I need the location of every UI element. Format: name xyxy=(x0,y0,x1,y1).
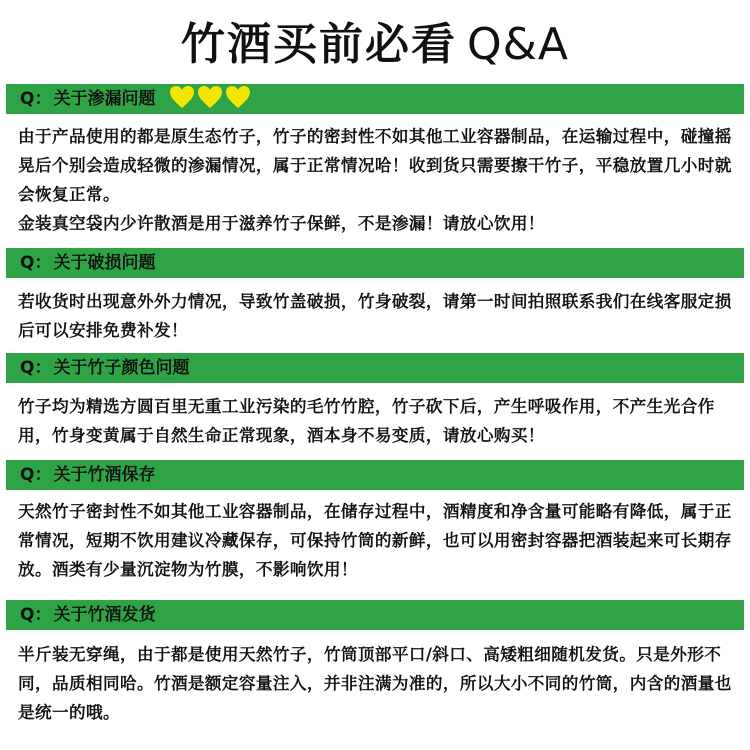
q-label: Q： xyxy=(20,89,52,109)
section-header-damage xyxy=(6,248,744,278)
section-heading: 关于竹酒保存 xyxy=(53,465,156,485)
section-header-color xyxy=(6,353,744,383)
section-heading: 关于竹酒发货 xyxy=(53,605,156,625)
q-label: Q： xyxy=(20,465,52,485)
q-label: Q： xyxy=(20,253,52,273)
section-header-shipping xyxy=(6,600,744,630)
paragraph: 半斤装无穿绳，由于都是使用天然竹子，竹筒顶部平口/斜口、高矮粗细随机发货。只是外形不同，品质相同哈。竹酒是额定容量注入，并非注满为准的，所以大小不同的竹筒，内含的酒量也是统一的哦。 xyxy=(18,645,732,722)
q-label: Q： xyxy=(20,605,52,625)
paragraph: 竹子均为精选方圆百里无重工业污染的毛竹竹腔，竹子砍下后，产生呼吸作用，不产生光合作用，竹身变黄属于自然生命正常现象，酒本身不易变质，请放心购买！ xyxy=(18,397,715,445)
section-body-leakage xyxy=(18,122,734,238)
section-heading: 关于竹子颜色问题 xyxy=(53,358,190,378)
section-body-shipping xyxy=(18,640,734,727)
section-body-color xyxy=(18,392,734,450)
paragraph: 天然竹子密封性不如其他工业容器制品，在储存过程中，酒精度和净含量可能略有降低，属于正常情况，短期不饮用建议冷藏保存，可保持竹筒的新鲜，也可以用密封容器把酒装起来可长期存放。酒类有少量沉淀物为竹膜，不影响饮用！ xyxy=(18,502,732,579)
q-label: Q： xyxy=(20,358,52,378)
page-title-main: 竹酒买前必看 xyxy=(180,19,457,70)
section-body-storage xyxy=(18,497,734,584)
section-body-damage xyxy=(18,287,734,345)
heart-icon xyxy=(169,85,195,109)
paragraph: 若收货时出现意外外力情况，导致竹盖破损，竹身破裂，请第一时间拍照联系我们在线客服定损后可以安排免费补发！ xyxy=(18,292,732,340)
page-title xyxy=(0,12,750,78)
section-header-leakage xyxy=(6,84,744,114)
section-heading: 关于渗漏问题 xyxy=(53,89,156,109)
heart-icon xyxy=(225,85,251,109)
paragraph: 金装真空袋内少许散酒是用于滋养竹子保鲜，不是渗漏！请放心饮用！ xyxy=(18,214,545,233)
heart-icon xyxy=(197,85,223,109)
section-heading: 关于破损问题 xyxy=(53,253,156,273)
page-title-qa: Q&A xyxy=(466,19,570,70)
hearts-group xyxy=(169,85,253,119)
section-header-storage xyxy=(6,460,744,490)
paragraph: 由于产品使用的都是原生态竹子，竹子的密封性不如其他工业容器制品，在运输过程中，碰撞摇晃后个别会造成轻微的渗漏情况，属于正常情况哈！收到货只需要擦干竹子，平稳放置几小时就会恢复正常。 xyxy=(18,127,732,204)
